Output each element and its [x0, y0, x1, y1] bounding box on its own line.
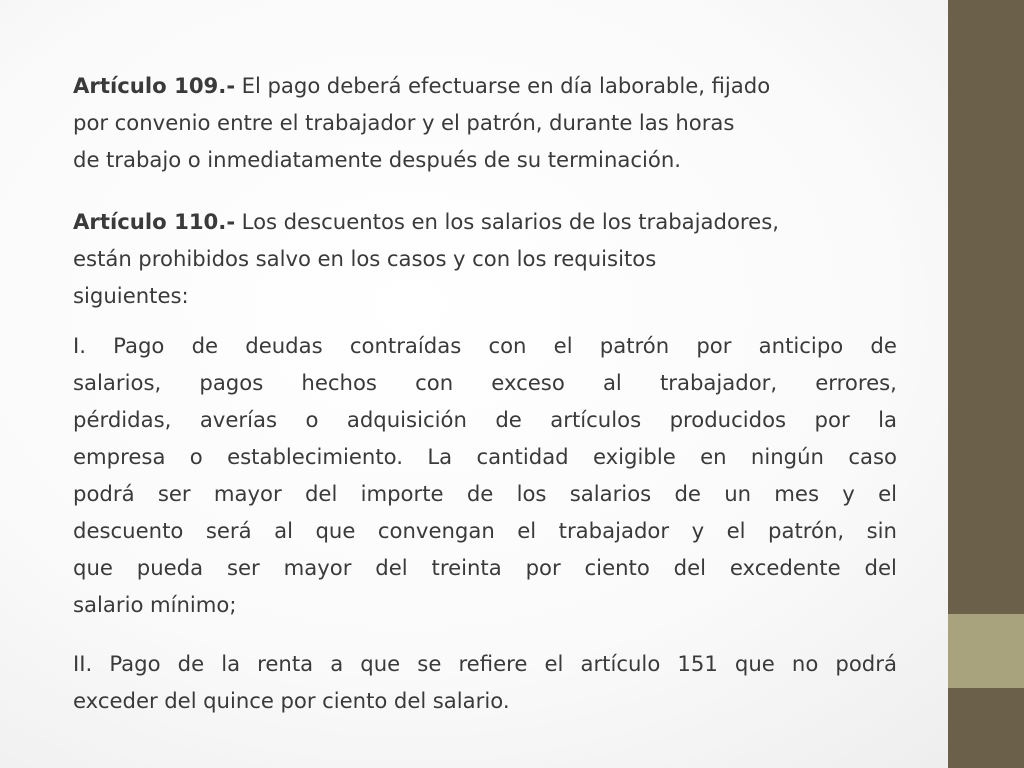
article-110-paragraph: [73, 203, 779, 314]
word: mayor: [213, 481, 282, 506]
word: con: [472, 246, 511, 271]
word: trabajador,: [659, 370, 778, 395]
word: y: [842, 481, 855, 506]
word: El: [241, 73, 261, 98]
word: las: [638, 110, 669, 135]
word: de: [495, 407, 522, 432]
text-line: [73, 141, 770, 178]
word: y: [421, 110, 435, 135]
word: un: [724, 481, 752, 506]
word: salario.: [432, 688, 510, 713]
word: por: [73, 110, 109, 135]
word: deudas: [245, 333, 323, 358]
word: II.: [73, 651, 93, 676]
word: el: [279, 110, 299, 135]
word: por: [280, 688, 316, 713]
text-line: [73, 327, 897, 364]
word: terminación.: [547, 147, 682, 172]
word: de: [674, 481, 701, 506]
word: adquisición: [346, 407, 467, 432]
word: de: [870, 333, 897, 358]
word: entre: [217, 110, 274, 135]
word: están: [73, 246, 132, 271]
word: salarios,: [73, 370, 162, 395]
word: ser: [157, 481, 191, 506]
word: producidos: [669, 407, 787, 432]
word: convenio: [114, 110, 211, 135]
word: fijado: [711, 73, 771, 98]
word: requisitos: [553, 246, 657, 271]
word: el: [517, 518, 537, 543]
word: de: [73, 147, 100, 172]
word: renta: [257, 651, 314, 676]
word: del: [304, 481, 338, 506]
word: mínimo;: [149, 592, 237, 617]
word: efectuarse: [407, 73, 521, 98]
word: pérdidas,: [73, 407, 172, 432]
word: que: [360, 651, 401, 676]
word: de: [191, 333, 219, 358]
word: los: [516, 481, 547, 506]
word: del: [375, 555, 408, 580]
word: exigible: [592, 444, 676, 469]
fraction-i-paragraph: [73, 327, 897, 623]
text-line: [73, 104, 770, 141]
word: la: [221, 651, 241, 676]
word: empresa: [73, 444, 166, 469]
word: hechos: [301, 370, 377, 395]
word: que: [734, 651, 775, 676]
word: los: [601, 209, 632, 234]
word: excedente: [729, 555, 841, 580]
word: y: [453, 246, 466, 271]
word: que: [73, 555, 113, 580]
text-line: [73, 401, 897, 438]
word: caso: [848, 444, 897, 469]
word: convengan: [377, 518, 495, 543]
word: treinta: [431, 555, 502, 580]
word: siguientes:: [73, 283, 189, 308]
word: inmediatamente: [207, 147, 383, 172]
word: 151: [677, 651, 718, 676]
word: el: [878, 481, 897, 506]
word: con: [488, 333, 527, 358]
word: horas: [675, 110, 735, 135]
word: por: [696, 333, 732, 358]
word: artículo: [580, 651, 661, 676]
word: patrón,: [466, 110, 543, 135]
text-line: [73, 586, 897, 623]
word: del: [864, 555, 897, 580]
word: la: [878, 407, 897, 432]
word: de: [568, 209, 596, 234]
word: el: [553, 333, 573, 358]
word: laborable,: [598, 73, 706, 98]
word: salarios: [569, 481, 652, 506]
word: el: [544, 651, 564, 676]
word: día: [560, 73, 593, 98]
word: del: [393, 688, 427, 713]
word: por: [525, 555, 561, 580]
article-label: Artículo 109.-: [73, 73, 236, 98]
word: La: [427, 444, 453, 469]
word: Pago: [113, 333, 165, 358]
word: exceso: [491, 370, 565, 395]
word: al: [602, 370, 622, 395]
word: los: [516, 246, 547, 271]
text-line: [73, 240, 779, 277]
word: averías: [199, 407, 277, 432]
word: prohibidos: [138, 246, 250, 271]
text-line: [73, 549, 897, 586]
word: trabajador: [558, 518, 670, 543]
word: sin: [866, 518, 897, 543]
word: mayor: [283, 555, 352, 580]
text-line: [73, 364, 897, 401]
word: después: [388, 147, 478, 172]
word: en: [317, 246, 344, 271]
word: pago: [267, 73, 321, 98]
word: de: [483, 147, 511, 172]
word: trabajador: [305, 110, 416, 135]
word: salario: [73, 592, 144, 617]
word: o: [189, 444, 203, 469]
word: salarios: [480, 209, 563, 234]
article-109-paragraph: [73, 67, 770, 178]
word: ciento: [584, 555, 650, 580]
word: artículos: [550, 407, 642, 432]
word: ciento: [322, 688, 388, 713]
word: los: [350, 246, 381, 271]
word: en: [700, 444, 727, 469]
text-line: [73, 682, 897, 719]
word: patrón,: [768, 518, 845, 543]
word: el: [441, 110, 460, 135]
word: se: [417, 651, 442, 676]
word: de: [177, 651, 205, 676]
word: ningún: [750, 444, 824, 469]
word: trabajo: [105, 147, 182, 172]
word: casos: [386, 246, 447, 271]
word: descuento: [73, 518, 184, 543]
word: pueda: [136, 555, 204, 580]
word: su: [516, 147, 542, 172]
word: que: [315, 518, 356, 543]
word: del: [673, 555, 707, 580]
text-line: [73, 438, 897, 475]
word: Pago: [109, 651, 161, 676]
word: en: [527, 73, 554, 98]
sidebar-accent: [948, 614, 1024, 688]
word: I.: [73, 333, 86, 358]
word: deberá: [326, 73, 402, 98]
word: trabajadores,: [638, 209, 779, 234]
text-line: [73, 475, 897, 512]
word: y: [691, 518, 705, 543]
word: durante: [549, 110, 633, 135]
word: contraídas: [349, 333, 462, 358]
fraction-ii-paragraph: [73, 645, 897, 719]
word: de: [466, 481, 494, 506]
word: podrá: [835, 651, 897, 676]
word: del: [164, 688, 197, 713]
text-line: [73, 203, 779, 240]
article-label: Artículo 110.-: [73, 209, 236, 234]
word: pagos: [199, 370, 264, 395]
word: por: [814, 407, 850, 432]
word: Los: [241, 209, 278, 234]
word: patrón: [599, 333, 670, 358]
word: quince: [203, 688, 274, 713]
word: salvo: [255, 246, 311, 271]
word: mes: [774, 481, 820, 506]
text-line: [73, 67, 770, 104]
word: con: [415, 370, 454, 395]
word: errores,: [815, 370, 897, 395]
word: o: [187, 147, 201, 172]
word: al: [274, 518, 293, 543]
text-line: [73, 645, 897, 682]
word: importe: [360, 481, 444, 506]
text-line: [73, 277, 779, 314]
word: refiere: [458, 651, 528, 676]
word: no: [791, 651, 819, 676]
text-line: [73, 512, 897, 549]
word: exceder: [73, 688, 158, 713]
word: en: [411, 209, 438, 234]
word: el: [726, 518, 746, 543]
word: será: [205, 518, 252, 543]
word: establecimiento.: [227, 444, 403, 469]
word: a: [330, 651, 344, 676]
word: podrá: [73, 481, 135, 506]
word: ser: [226, 555, 260, 580]
word: o: [305, 407, 319, 432]
word: cantidad: [476, 444, 569, 469]
word: anticipo: [758, 333, 844, 358]
word: los: [444, 209, 475, 234]
word: descuentos: [283, 209, 405, 234]
